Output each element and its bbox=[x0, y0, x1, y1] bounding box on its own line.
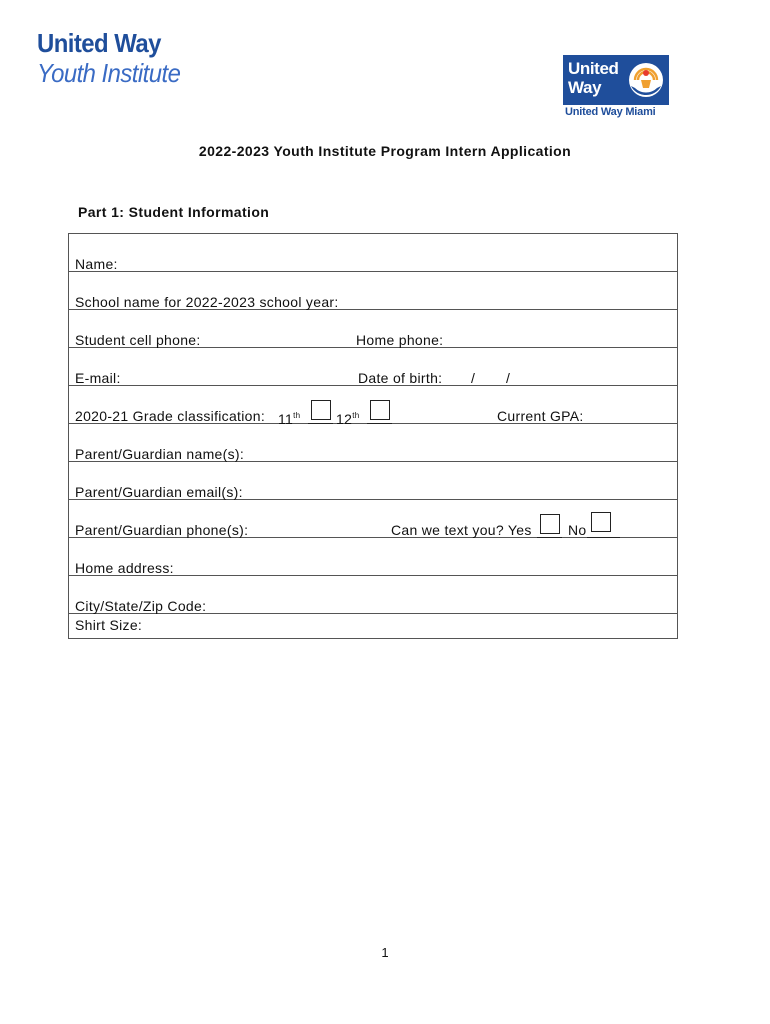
united-way-miami-logo bbox=[563, 55, 669, 119]
united-way-hand-icon bbox=[627, 58, 665, 102]
ordinal-suffix: th bbox=[352, 411, 360, 420]
logo-text-line-1: United bbox=[568, 59, 619, 78]
parent-phones-label: Parent/Guardian phone(s): bbox=[75, 522, 249, 538]
text-no-underline bbox=[587, 537, 620, 538]
school-label: School name for 2022-2023 school year: bbox=[75, 294, 339, 310]
grade-12-checkbox[interactable] bbox=[370, 400, 390, 420]
home-address-label: Home address: bbox=[75, 560, 174, 576]
grade-11-underline bbox=[308, 423, 333, 424]
grade-11-checkbox[interactable] bbox=[311, 400, 331, 420]
parent-names-label: Parent/Guardian name(s): bbox=[75, 446, 245, 462]
grade-12-underline bbox=[367, 423, 392, 424]
page-number: 1 bbox=[381, 945, 389, 960]
dob-label: Date of birth: bbox=[358, 370, 443, 386]
dob-separator: / bbox=[471, 370, 476, 386]
cell-phone-label: Student cell phone: bbox=[75, 332, 201, 348]
youth-institute-wordmark bbox=[37, 28, 193, 88]
text-permission-label: Can we text you? Yes bbox=[391, 522, 532, 538]
section-title: Part 1: Student Information bbox=[78, 204, 270, 220]
ordinal-suffix: th bbox=[293, 411, 301, 420]
text-yes-checkbox[interactable] bbox=[540, 514, 560, 534]
email-label: E-mail: bbox=[75, 370, 121, 386]
grade-12-number: 12 bbox=[336, 411, 353, 427]
text-no-label: No bbox=[568, 522, 587, 538]
brand-line-1: United Way bbox=[37, 28, 161, 58]
city-state-zip-label: City/State/Zip Code: bbox=[75, 598, 207, 614]
logo-text bbox=[568, 59, 618, 97]
document-title: 2022-2023 Youth Institute Program Intern Application bbox=[198, 143, 572, 159]
logo-caption: United Way Miami bbox=[565, 106, 656, 118]
row-divider bbox=[69, 271, 677, 272]
grade-11-label bbox=[278, 408, 300, 427]
logo-text-line-2: Way bbox=[568, 78, 602, 97]
student-information-form bbox=[68, 233, 678, 639]
text-yes-underline bbox=[537, 537, 562, 538]
text-no-checkbox[interactable] bbox=[591, 512, 611, 532]
dob-separator: / bbox=[506, 370, 511, 386]
shirt-size-label: Shirt Size: bbox=[75, 617, 143, 633]
home-phone-label: Home phone: bbox=[356, 332, 444, 348]
grade-12-label bbox=[336, 408, 359, 427]
parent-emails-label: Parent/Guardian email(s): bbox=[75, 484, 243, 500]
logo-box bbox=[563, 55, 669, 105]
name-label: Name: bbox=[75, 256, 118, 272]
brand-line-2: Youth Institute bbox=[37, 58, 181, 88]
grade-11-number: 11 bbox=[278, 411, 294, 427]
gpa-label: Current GPA: bbox=[497, 408, 584, 424]
grade-label: 2020-21 Grade classification: bbox=[75, 408, 266, 424]
